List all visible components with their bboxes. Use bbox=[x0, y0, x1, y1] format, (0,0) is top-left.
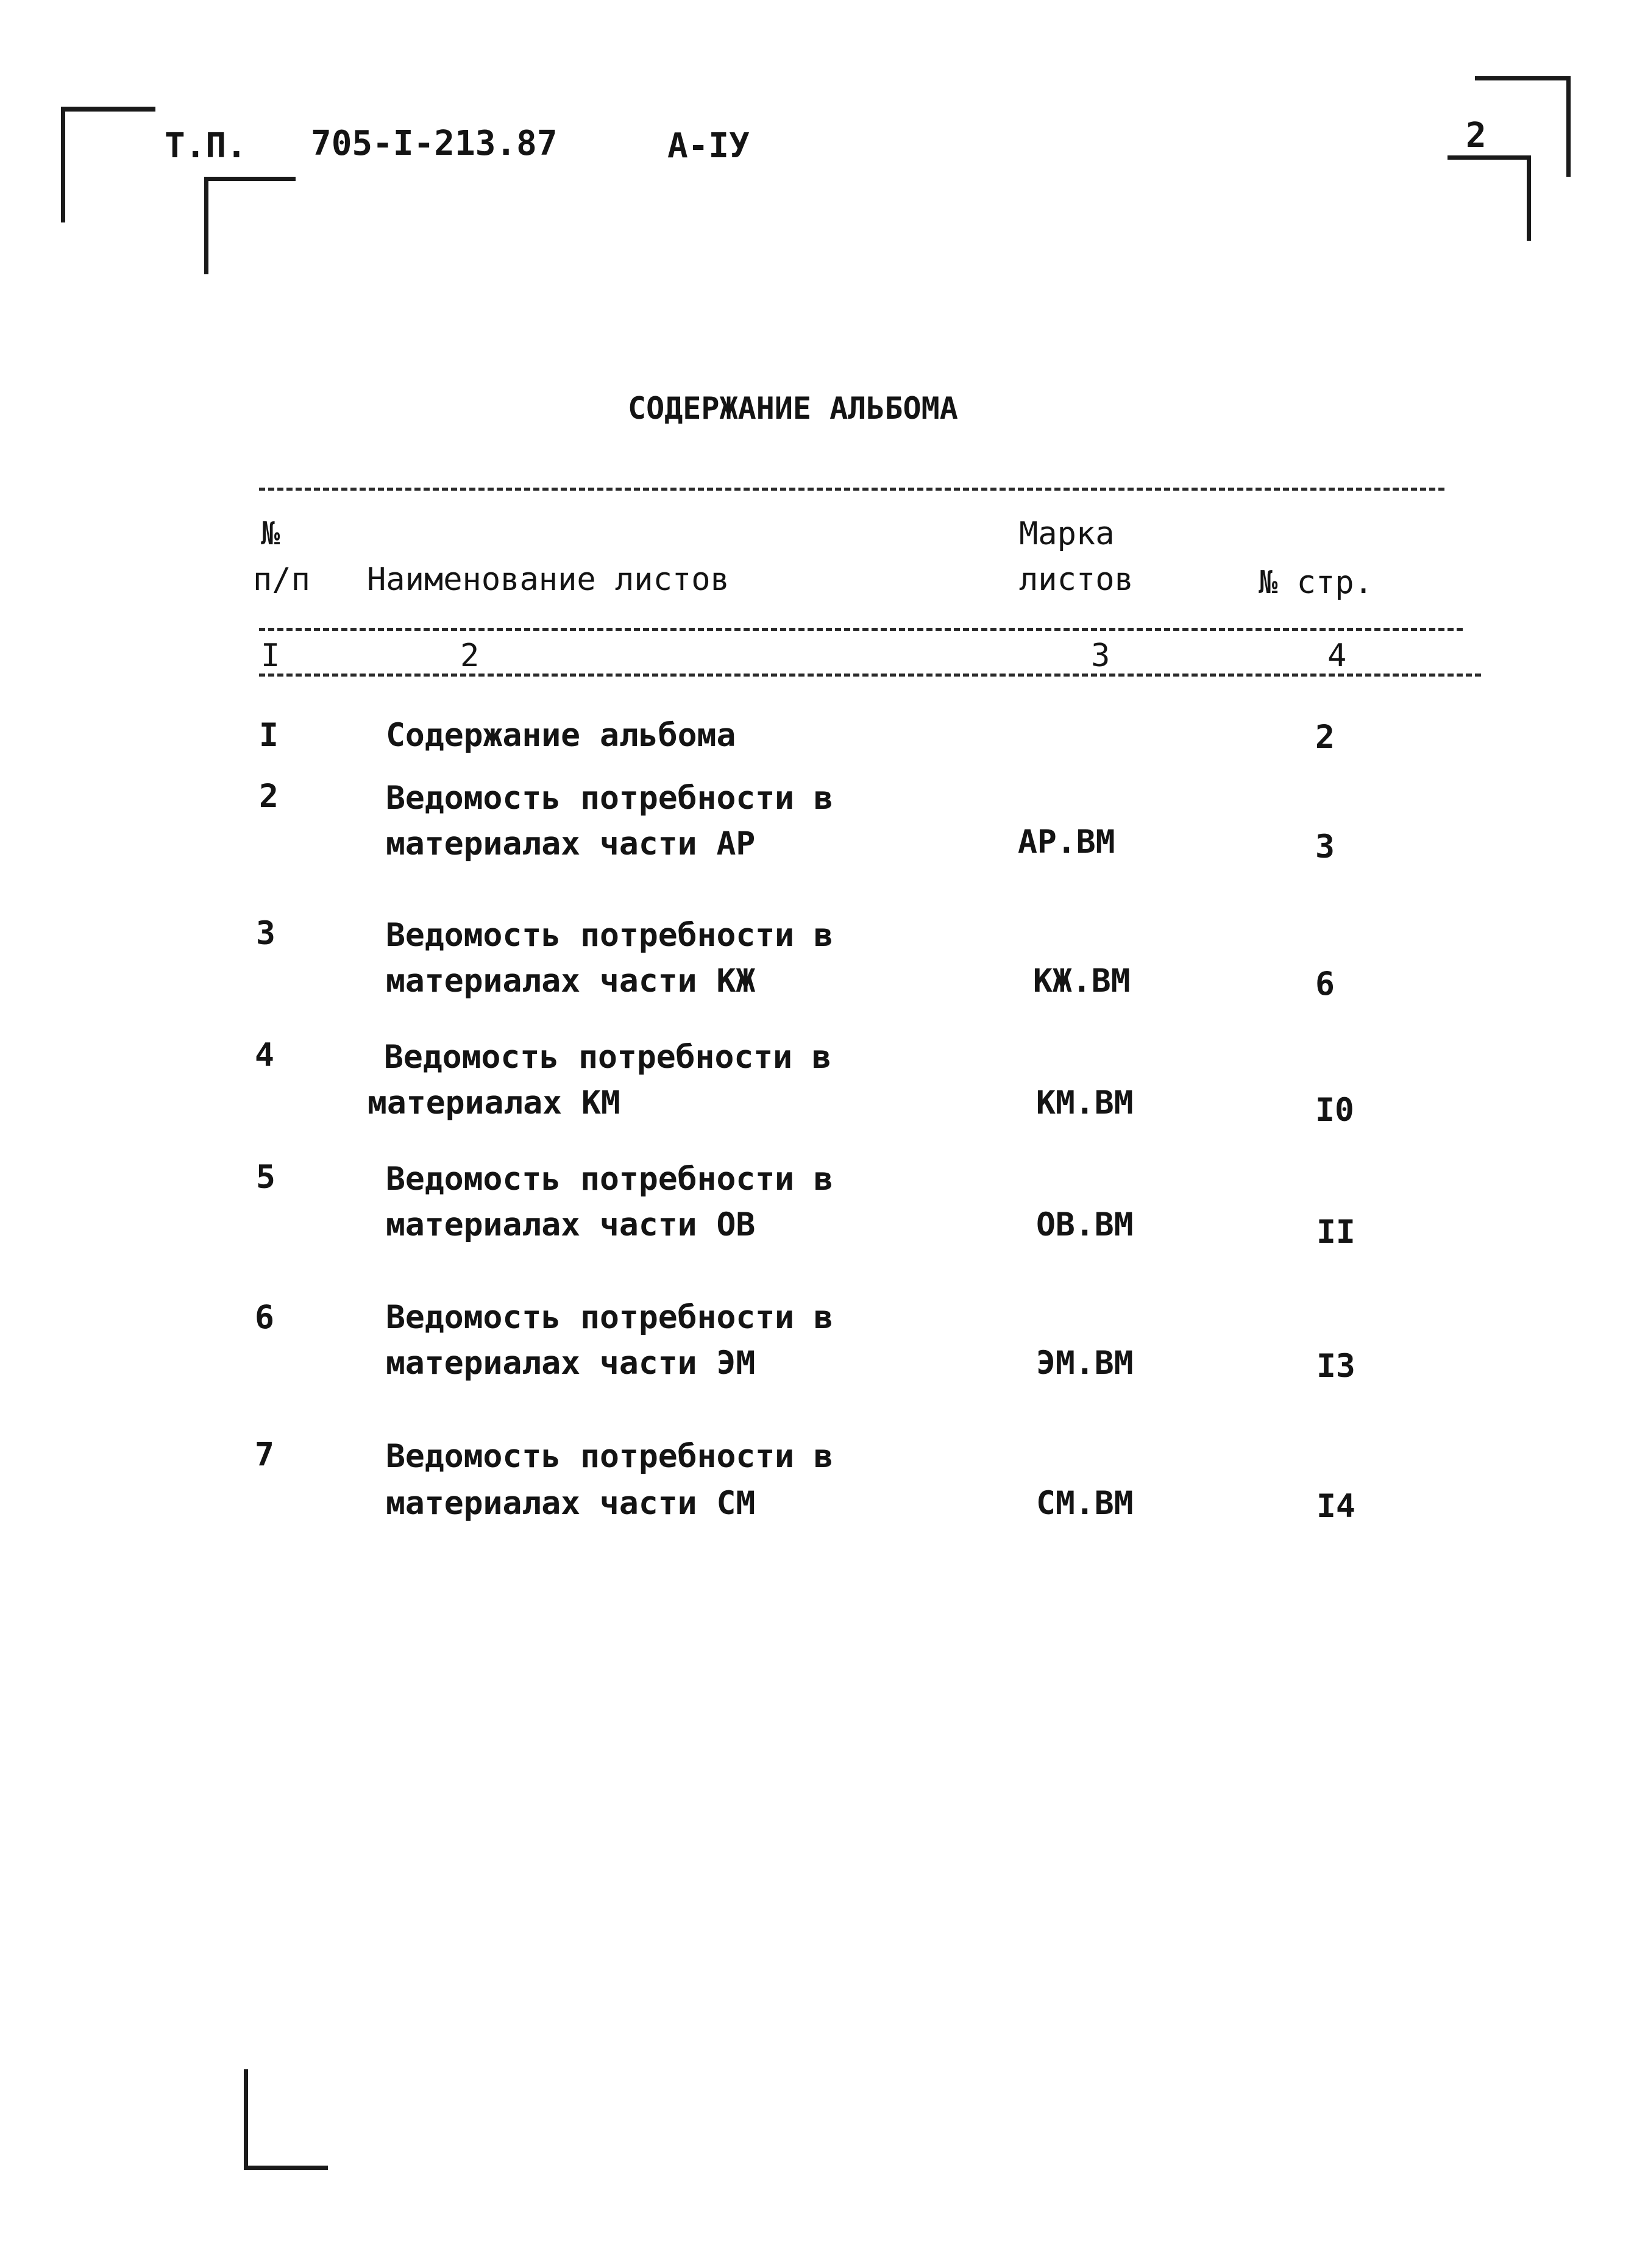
row-4-name-line2: материалах КМ bbox=[368, 1084, 620, 1122]
row-7-page: I4 bbox=[1316, 1488, 1355, 1525]
col-index-4: 4 bbox=[1327, 638, 1347, 674]
row-4-mark: КМ.ВМ bbox=[1036, 1084, 1134, 1122]
row-7-number: 7 bbox=[255, 1436, 274, 1473]
row-3-name-line2: материалах части КЖ bbox=[386, 962, 756, 1000]
row-6-mark: ЭМ.ВМ bbox=[1036, 1345, 1134, 1382]
table-top-rule bbox=[259, 488, 1444, 491]
row-1-number: I bbox=[259, 717, 279, 754]
col-index-1: I bbox=[261, 638, 280, 674]
row-2-page: 3 bbox=[1315, 828, 1335, 866]
frame-corner-top-right bbox=[1475, 76, 1571, 80]
header-album: А-IУ bbox=[667, 126, 750, 166]
frame-corner-bottom-left bbox=[244, 2069, 248, 2170]
col-mark-label-top: Марка bbox=[1019, 516, 1115, 552]
row-7-name-line1: Ведомость потребности в bbox=[386, 1438, 833, 1475]
row-6-number: 6 bbox=[255, 1299, 274, 1336]
row-4-name-line1: Ведомость потребности в bbox=[384, 1039, 831, 1076]
row-2-name-line1: Ведомость потребности в bbox=[386, 780, 833, 817]
row-5-name-line2: материалах части ОВ bbox=[386, 1206, 756, 1243]
row-5-page: II bbox=[1316, 1214, 1355, 1251]
row-2-name-line2: материалах части АР bbox=[386, 825, 756, 862]
frame-corner-top-left bbox=[61, 107, 155, 112]
frame-corner-inner-left-vertical bbox=[204, 177, 208, 274]
row-5-name-line1: Ведомость потребности в bbox=[386, 1161, 833, 1198]
row-5-mark: ОВ.ВМ bbox=[1036, 1206, 1134, 1243]
row-6-name-line2: материалах части ЭМ bbox=[386, 1345, 756, 1382]
frame-corner-top-left-vertical bbox=[61, 107, 65, 222]
row-3-name-line1: Ведомость потребности в bbox=[386, 917, 833, 954]
col-page-label: № стр. bbox=[1259, 564, 1373, 601]
row-7-name-line2: материалах части СМ bbox=[386, 1485, 756, 1522]
col-mark-label-bottom: листов bbox=[1019, 561, 1134, 598]
page-title: СОДЕРЖАНИЕ АЛЬБОМА bbox=[628, 391, 958, 426]
row-1-name: Содержание альбома bbox=[386, 717, 736, 754]
row-3-page: 6 bbox=[1315, 965, 1335, 1003]
col-name-label: Наименование листов bbox=[367, 561, 730, 598]
frame-corner-inner-left bbox=[204, 177, 296, 181]
row-3-number: 3 bbox=[256, 915, 275, 952]
frame-corner-top-right-vertical bbox=[1566, 76, 1571, 177]
row-1-page: 2 bbox=[1315, 719, 1335, 756]
row-4-number: 4 bbox=[255, 1037, 274, 1074]
col-index-2: 2 bbox=[460, 638, 480, 674]
row-6-page: I3 bbox=[1316, 1348, 1355, 1385]
table-column-number-rule bbox=[259, 674, 1481, 677]
row-7-mark: СМ.ВМ bbox=[1036, 1485, 1134, 1522]
frame-corner-inner-right bbox=[1448, 155, 1531, 160]
frame-corner-inner-right-vertical bbox=[1527, 155, 1531, 241]
header-designation: 705-I-213.87 bbox=[311, 124, 558, 163]
header-series: Т.П. bbox=[165, 126, 247, 166]
col-number-sign: № bbox=[261, 516, 280, 552]
header-page-number: 2 bbox=[1466, 116, 1487, 155]
row-2-mark: АР.ВМ bbox=[1018, 823, 1115, 861]
row-4-page: I0 bbox=[1315, 1092, 1354, 1129]
col-number-label: п/п bbox=[253, 561, 310, 598]
row-6-name-line1: Ведомость потребности в bbox=[386, 1299, 833, 1336]
row-5-number: 5 bbox=[256, 1159, 275, 1196]
row-2-number: 2 bbox=[259, 778, 279, 815]
row-3-mark: КЖ.ВМ bbox=[1033, 962, 1131, 1000]
col-index-3: 3 bbox=[1091, 638, 1110, 674]
table-header-rule bbox=[259, 628, 1463, 631]
frame-corner-bottom-left-horizontal bbox=[244, 2166, 328, 2170]
